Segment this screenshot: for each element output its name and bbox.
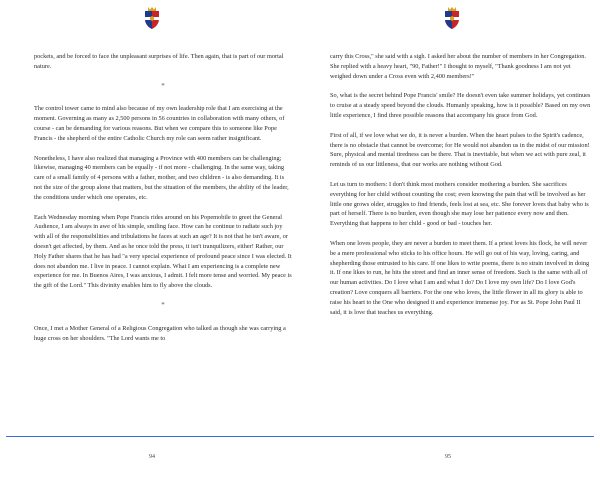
crest-emblem-icon <box>442 6 462 30</box>
crest-emblem-icon <box>142 6 162 30</box>
paragraph: carry this Cross," she said with a sigh. I asked her about the number of members in her Congregation. She replied with a heavy heart, "90, Father!" I thought to myself, "Thank goodness I am not yet weighed down under a Cross even with 2,400 members!" <box>330 53 586 80</box>
section-separator: * <box>161 81 165 90</box>
page-number: 94 <box>149 454 155 460</box>
paragraph: When one loves people, they are never a burden to meet them. If a priest loves his flock, he will never be a mere professional who sticks to his office hours. He will go out of his way, loving, caring, and shepherding those entrusted to his care. If one likes to write poems, there is no strain involved in doing it. If one likes to run, he hits the street and find an inner sense of freedom. Such is the same with all of our human activities. Do I love what I am and what I do? Do I love my own life? Do I love God's creation? Love conquers all barriers. For the one who loves, the little flower in all its glory is able to raise his heart to the One who designed it and experience immense joy. For as St. Pope John Paul II said, it is love that teaches us everything. <box>330 239 590 316</box>
paragraph: pockets, and be forced to face the unpleasant surprises of life. Then again, that is part of our mortal nature. <box>34 53 284 70</box>
footer-rule <box>300 436 594 437</box>
footer-rule <box>6 436 300 437</box>
right-page-text <box>330 52 592 327</box>
paragraph: Each Wednesday morning when Pope Francis rides around on his Popemobile to greet the General Audience, I am always in awe of his simple, smiling face. How can he continue to radiate such joy with all of the responsibilities and tribulations he faces at such an age? It is not that he isn't aware, or doesn't get affected, by them. And as he once told the press, it isn't tranquilizers, either! Rather, our Holy Father shares that he has had "a very special experience of profound peace since I was elected. It does not abandon me. I live in peace. I cannot explain. What I am experiencing is a complete new experience for me. In Buenos Aires, I was anxious, I admit. I felt more tense and worried. My peace is the gift of the Lord." This divinity enables him to fly above the clouds. <box>34 213 292 290</box>
paragraph: Let us turn to mothers: I don't think most mothers consider mothering a burden. She sacrifices everything for her child without counting the cost; even knowing the pain that will be involved as her little one grows older, struggles to find friends, feels lost at sea, etc. She forever loves that baby who is part of herself. There is no burden, even though she may lose her patience every now and then. Everything that happens to her child - good or bad - touches her. <box>330 180 589 228</box>
paragraph: First of all, if we love what we do, it is never a burden. When the heart pulses to the Spirit's cadence, there is no obstacle that cannot be overcome; for He would not abandon us in the midst of our mission! Sure, physical and mental tiredness can be there. That is inevitable, but when we act with pure zeal, it reminds of us our littleness, that our works are nothing without God. <box>330 131 590 169</box>
paragraph: So, what is the secret behind Pope Francis' smile? He doesn't even take summer holidays, yet continues to cruise at a steady speed beyond the clouds. Humanly speaking, how is it possible? Based on my own little experience, I find three possible reasons that accompany his grace from God. <box>330 92 591 119</box>
page-number: 95 <box>445 454 451 460</box>
paragraph: Once, I met a Mother General of a Religious Congregation who talked as though she was carrying a huge cross on her shoulders. "The Lord wants me to <box>34 324 286 342</box>
paragraph: The control tower came to mind also because of my own leadership role that I am exercising at the moment. Governing as many as 2,500 persons in 56 countries in collaboration with many others, of course - can be demanding for various reasons. But when we compare this to someone like Pope Francis - the shepherd of the entire Catholic Church my role can seem rather insignificant. <box>34 105 285 142</box>
left-page-text <box>34 52 292 353</box>
section-separator: * <box>161 300 165 309</box>
right-page <box>300 0 600 478</box>
paragraph: Nonetheless, I have also realized that managing a Province with 400 members can be challenging; likewise, managing 40 members can be equally - if not more - challenging. In the same way, taking care of a small family of 4 persons with a father, mother, and two children - is also demanding. It is not the size of the group alone that matters, but the situation of the members, the ability of the leader, the conditions under which one operates, etc. <box>34 154 289 201</box>
